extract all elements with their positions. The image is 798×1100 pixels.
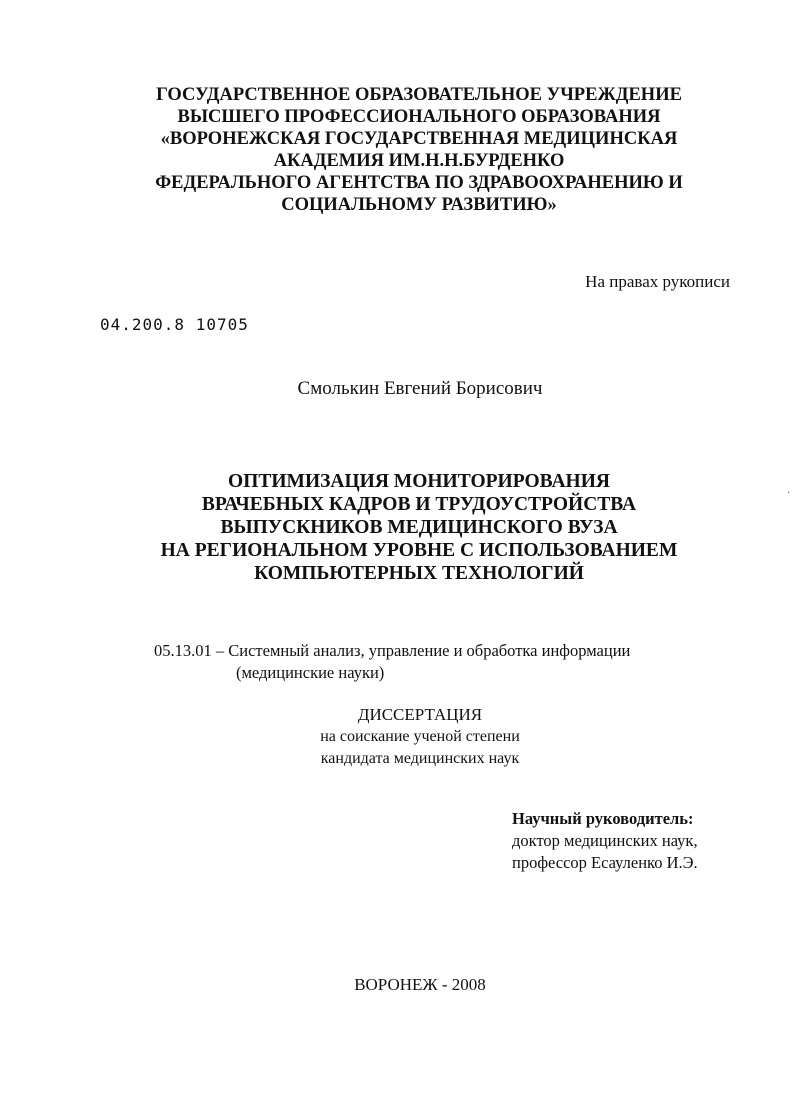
supervisor-name: профессор Есауленко И.Э. (512, 853, 698, 872)
specialty-field: (медицинские науки) (236, 663, 385, 682)
dissertation-title (40, 470, 798, 585)
title-line: ВРАЧЕБНЫХ КАДРОВ И ТРУДОУСТРОЙСТВА (201, 494, 637, 515)
dissertation-heading: ДИССЕРТАЦИЯ (357, 705, 483, 724)
title-line: ОПТИМИЗАЦИЯ МОНИТОРИРОВАНИЯ (228, 471, 610, 492)
scan-mark: · (787, 488, 791, 499)
author-name: Смолькин Евгений Борисович (297, 378, 543, 399)
institution-line: ВЫСШЕГО ПРОФЕССИОНАЛЬНОГО ОБРАЗОВАНИЯ (177, 107, 661, 127)
title-line: ВЫПУСКНИКОВ МЕДИЦИНСКОГО ВУЗА (220, 517, 618, 538)
degree-line: кандидата медицинских наук (320, 750, 520, 767)
title-line: КОМПЬЮТЕРНЫХ ТЕХНОЛОГИЙ (254, 563, 584, 584)
institution-header (60, 84, 778, 216)
institution-line: «ВОРОНЕЖСКАЯ ГОСУДАРСТВЕННАЯ МЕДИЦИНСКАЯ (160, 129, 678, 149)
degree-line: на соискание ученой степени (320, 728, 520, 745)
supervisor-label: Научный руководитель: (512, 809, 694, 828)
supervisor-block (512, 808, 698, 874)
supervisor-degree: доктор медицинских наук, (512, 831, 698, 850)
institution-line: АКАДЕМИЯ ИМ.Н.Н.БУРДЕНКО (273, 151, 565, 171)
specialty-line: 05.13.01 – Системный анализ, управление и обработка информации (154, 641, 631, 660)
accession-number: 04.200.8 10705 (100, 315, 249, 334)
institution-line: СОЦИАЛЬНОМУ РАЗВИТИЮ» (281, 195, 557, 215)
institution-line: ГОСУДАРСТВЕННОЕ ОБРАЗОВАТЕЛЬНОЕ УЧРЕЖДЕНИЕ (156, 85, 682, 105)
manuscript-rights-note: На правах рукописи (585, 272, 730, 291)
institution-line: ФЕДЕРАЛЬНОГО АГЕНТСТВА ПО ЗДРАВООХРАНЕНИЮ И (155, 173, 683, 193)
dissertation-block (300, 704, 540, 770)
city-year: ВОРОНЕЖ - 2008 (354, 975, 486, 994)
specialty-code (154, 640, 630, 684)
title-line: НА РЕГИОНАЛЬНОМ УРОВНЕ С ИСПОЛЬЗОВАНИЕМ (160, 540, 678, 561)
